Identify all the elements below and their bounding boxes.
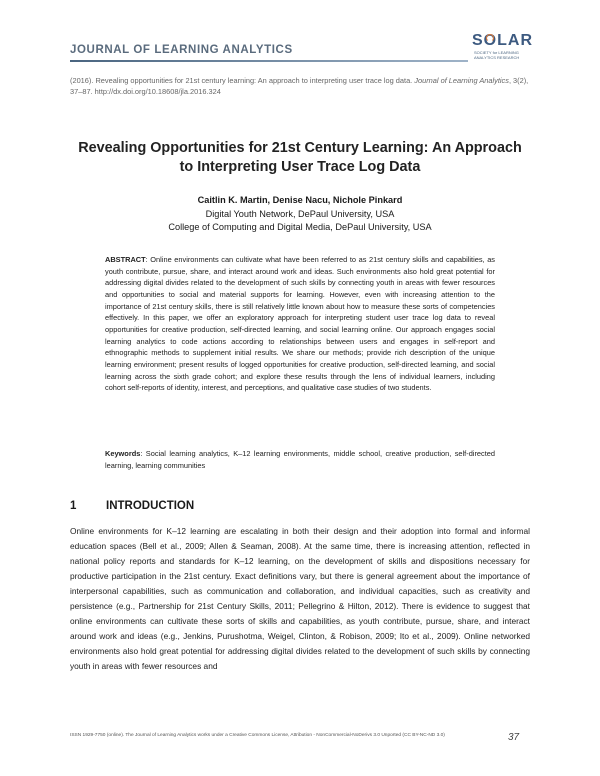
affiliation-1: Digital Youth Network, DePaul University, USA [205, 208, 395, 219]
license-footer: ISSN 1929-7750 (online). The Journal of Learning Analytics works under a Creative Commons License, Attribution - NonCommercial-NoDerivs 3.0 Unported (CC BY-NC-ND 3.0) [70, 733, 445, 738]
journal-header [70, 32, 533, 62]
author-block [70, 194, 530, 235]
citation-prefix: (2016). Revealing opportunities for 21st century learning: An approach to interpreting user trace log data. [70, 76, 415, 85]
section-heading [70, 500, 194, 512]
section-number: 1 [70, 500, 77, 512]
keywords-label: Keywords [105, 449, 141, 458]
citation [70, 75, 530, 97]
page-number: 37 [508, 732, 520, 743]
solar-logo [472, 32, 532, 66]
header-rule [70, 60, 468, 62]
logo-text: SOLAR [472, 32, 533, 49]
abstract-label: ABSTRACT [105, 255, 146, 264]
citation-suffix: , 3(2), 37–87. http://dx.doi.org/10.18608/jla.2016.324 [70, 76, 529, 96]
logo-subtitle: SOCIETY for LEARNING ANALYTICS RESEARCH [474, 50, 520, 60]
affiliation-2: College of Computing and Digital Media, DePaul University, USA [168, 222, 432, 232]
journal-title: JOURNAL OF LEARNING ANALYTICS [70, 44, 293, 56]
section-title: INTRODUCTION [106, 500, 195, 512]
logo-swirl-icon [486, 34, 494, 42]
paper-title: Revealing Opportunities for 21st Century Learning: An Approach to Interpreting User Trace Log Data [78, 140, 522, 175]
keywords-text: : Social learning analytics, K–12 learning environments, middle school, creative production, self-directed learning, learning communities [105, 449, 495, 470]
citation-journal: Journal of Learning Analytics [414, 76, 509, 85]
abstract-text: : Online environments can cultivate what have been referred to as 21st century skills and capabilities, as youth contribute, pursue, share, and interact around work and ideas. Such environments also hold great potential for addressing digital divides related to the development of such skills by connecting youth in areas with fewer resources and opportunities to social and material supports for learning. However, even with increasing attention to the importance of 21st century skills, there is still relatively little known about how to measure these sorts of competencies effectively. In this paper, we offer an exploratory approach for interpreting student user trace log data to reveal opportunities for creative production, self-directed learning, and social learning online. Our approach engages social learning analytics to code actions according to relationships between users and engages in self-report and ethnographic methods to supplement initial results. We share our methods; provide rich description of the unique learning environment; present results of logged opportunities for creative production, self-directed learning, and social learning across the sixth grade cohort; and explore these results through the lens of individual learners, including cohort self-reports of identity, interest, and perceptions, and qualitative case studies of two students. [105, 255, 495, 393]
author-names: Caitlin K. Martin, Denise Nacu, Nichole Pinkard [197, 195, 403, 205]
keywords [105, 448, 495, 471]
body-paragraph: Online environments for K–12 learning are escalating in both their design and their adoption into formal and informal education spaces (Bell et al., 2009; Allen & Seaman, 2008). At the same time, there is increasing attention, reflected in national policy reports and standards for K–12 learning, on the development of skills and dispositions necessary for productive participation in the 21st century. Exact definitions vary, but there is general agreement about the importance of interpersonal capabilities, such as communication and collaboration, and individual capacities, such as creativity and persistence (e.g., Partnership for 21st Century Skills, 2011; Pellegrino & Hilton, 2012). There is evidence to suggest that online environments can cultivate these sorts of skills and capabilities, as youth contribute, pursue, share, and interact around work and ideas (e.g., Jenkins, Purushotma, Weigel, Clinton, & Robison, 2009; Ito et al., 2009). Online networked environments also hold great potential for addressing digital divides related to the development of such skills by connecting youth in areas with fewer resources and [70, 526, 530, 671]
abstract [105, 254, 495, 394]
